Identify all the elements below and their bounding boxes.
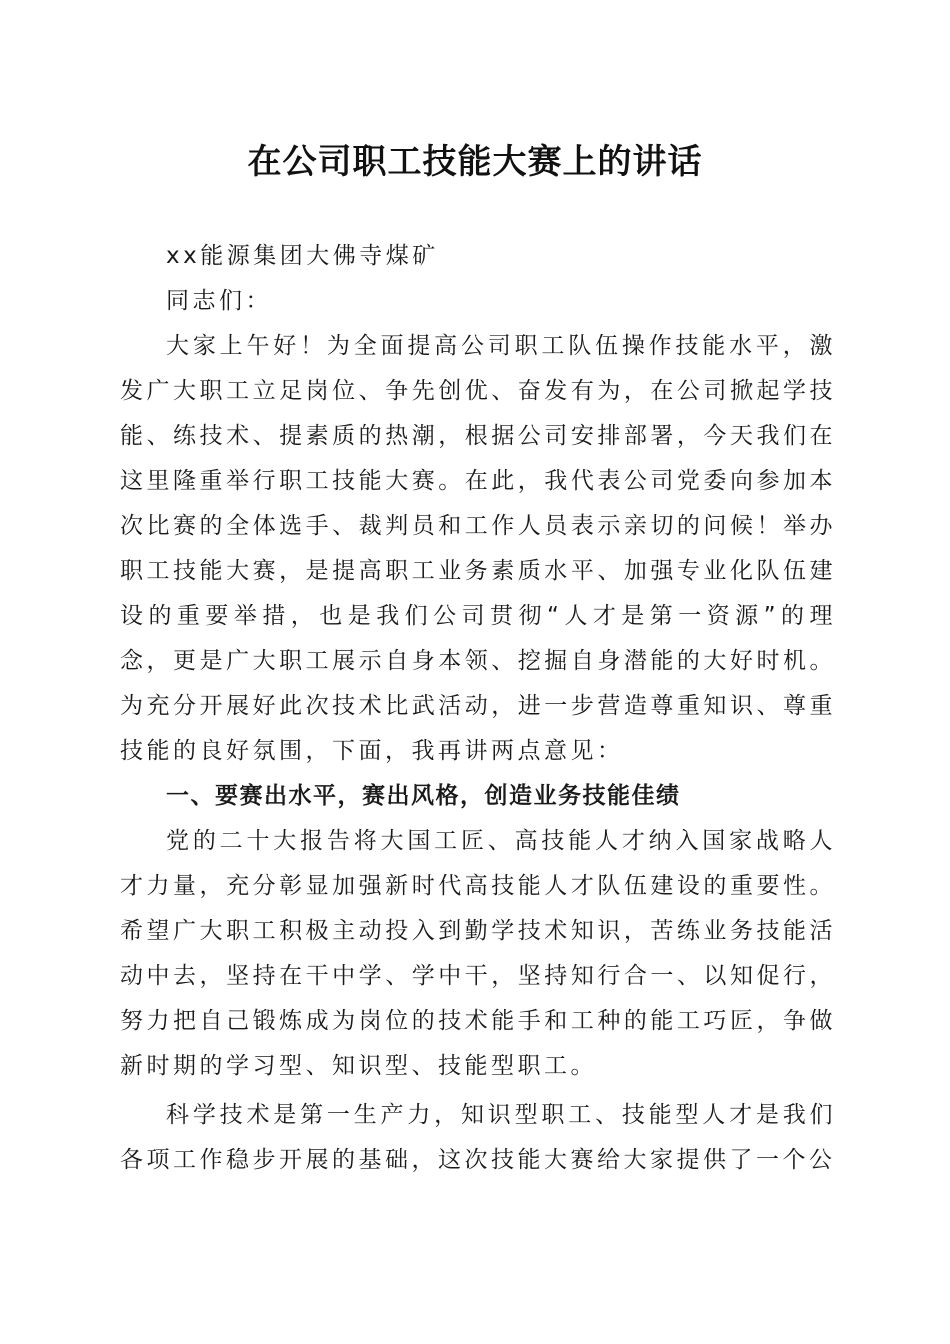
section-heading: 一、要赛出水平，赛出风格，创造业务技能佳绩 [166, 783, 681, 809]
body-paragraph: 科学技术是第一生产力，知识型职工、技能型人才是我们各项工作稳步开展的基础，这次技能大赛给大家提供了一个公 [120, 1102, 836, 1173]
organization-line: xx能源集团大佛寺煤矿 [166, 243, 439, 269]
body-paragraph: 党的二十大报告将大国工匠、高技能人才纳入国家战略人才力量，充分彰显加强新时代高技能人才队伍建设的重要性。希望广大职工积极主动投入到勤学技术知识，苦练业务技能活动中去，坚持在干中学、学中干，坚持知行合一、以知促行，努力把自己锻炼成为岗位的技术能手和工种的能工巧匠，争做新时期的学习型、知识型、技能型职工。 [120, 828, 836, 1079]
document-title: 在公司职工技能大赛上的讲话 [247, 142, 703, 182]
body-paragraph: 大家上午好！为全面提高公司职工队伍操作技能水平，激发广大职工立足岗位、争先创优、奋发有为，在公司掀起学技能、练技术、提素质的热潮，根据公司安排部署，今天我们在这里隆重举行职工技能大赛。在此，我代表公司党委向参加本次比赛的全体选手、裁判员和工作人员表示亲切的问候！举办职工技能大赛，是提高职工业务素质水平、加强专业化队伍建设的重要举措，也是我们公司贯彻“人才是第一资源”的理念，更是广大职工展示自身本领、挖掘自身潜能的大好时机。为充分开展好此次技术比武活动，进一步营造尊重知识、尊重技能的良好氛围，下面，我再讲两点意见： [120, 333, 836, 764]
salutation-line: 同志们： [166, 288, 272, 314]
document-body [120, 234, 836, 1183]
